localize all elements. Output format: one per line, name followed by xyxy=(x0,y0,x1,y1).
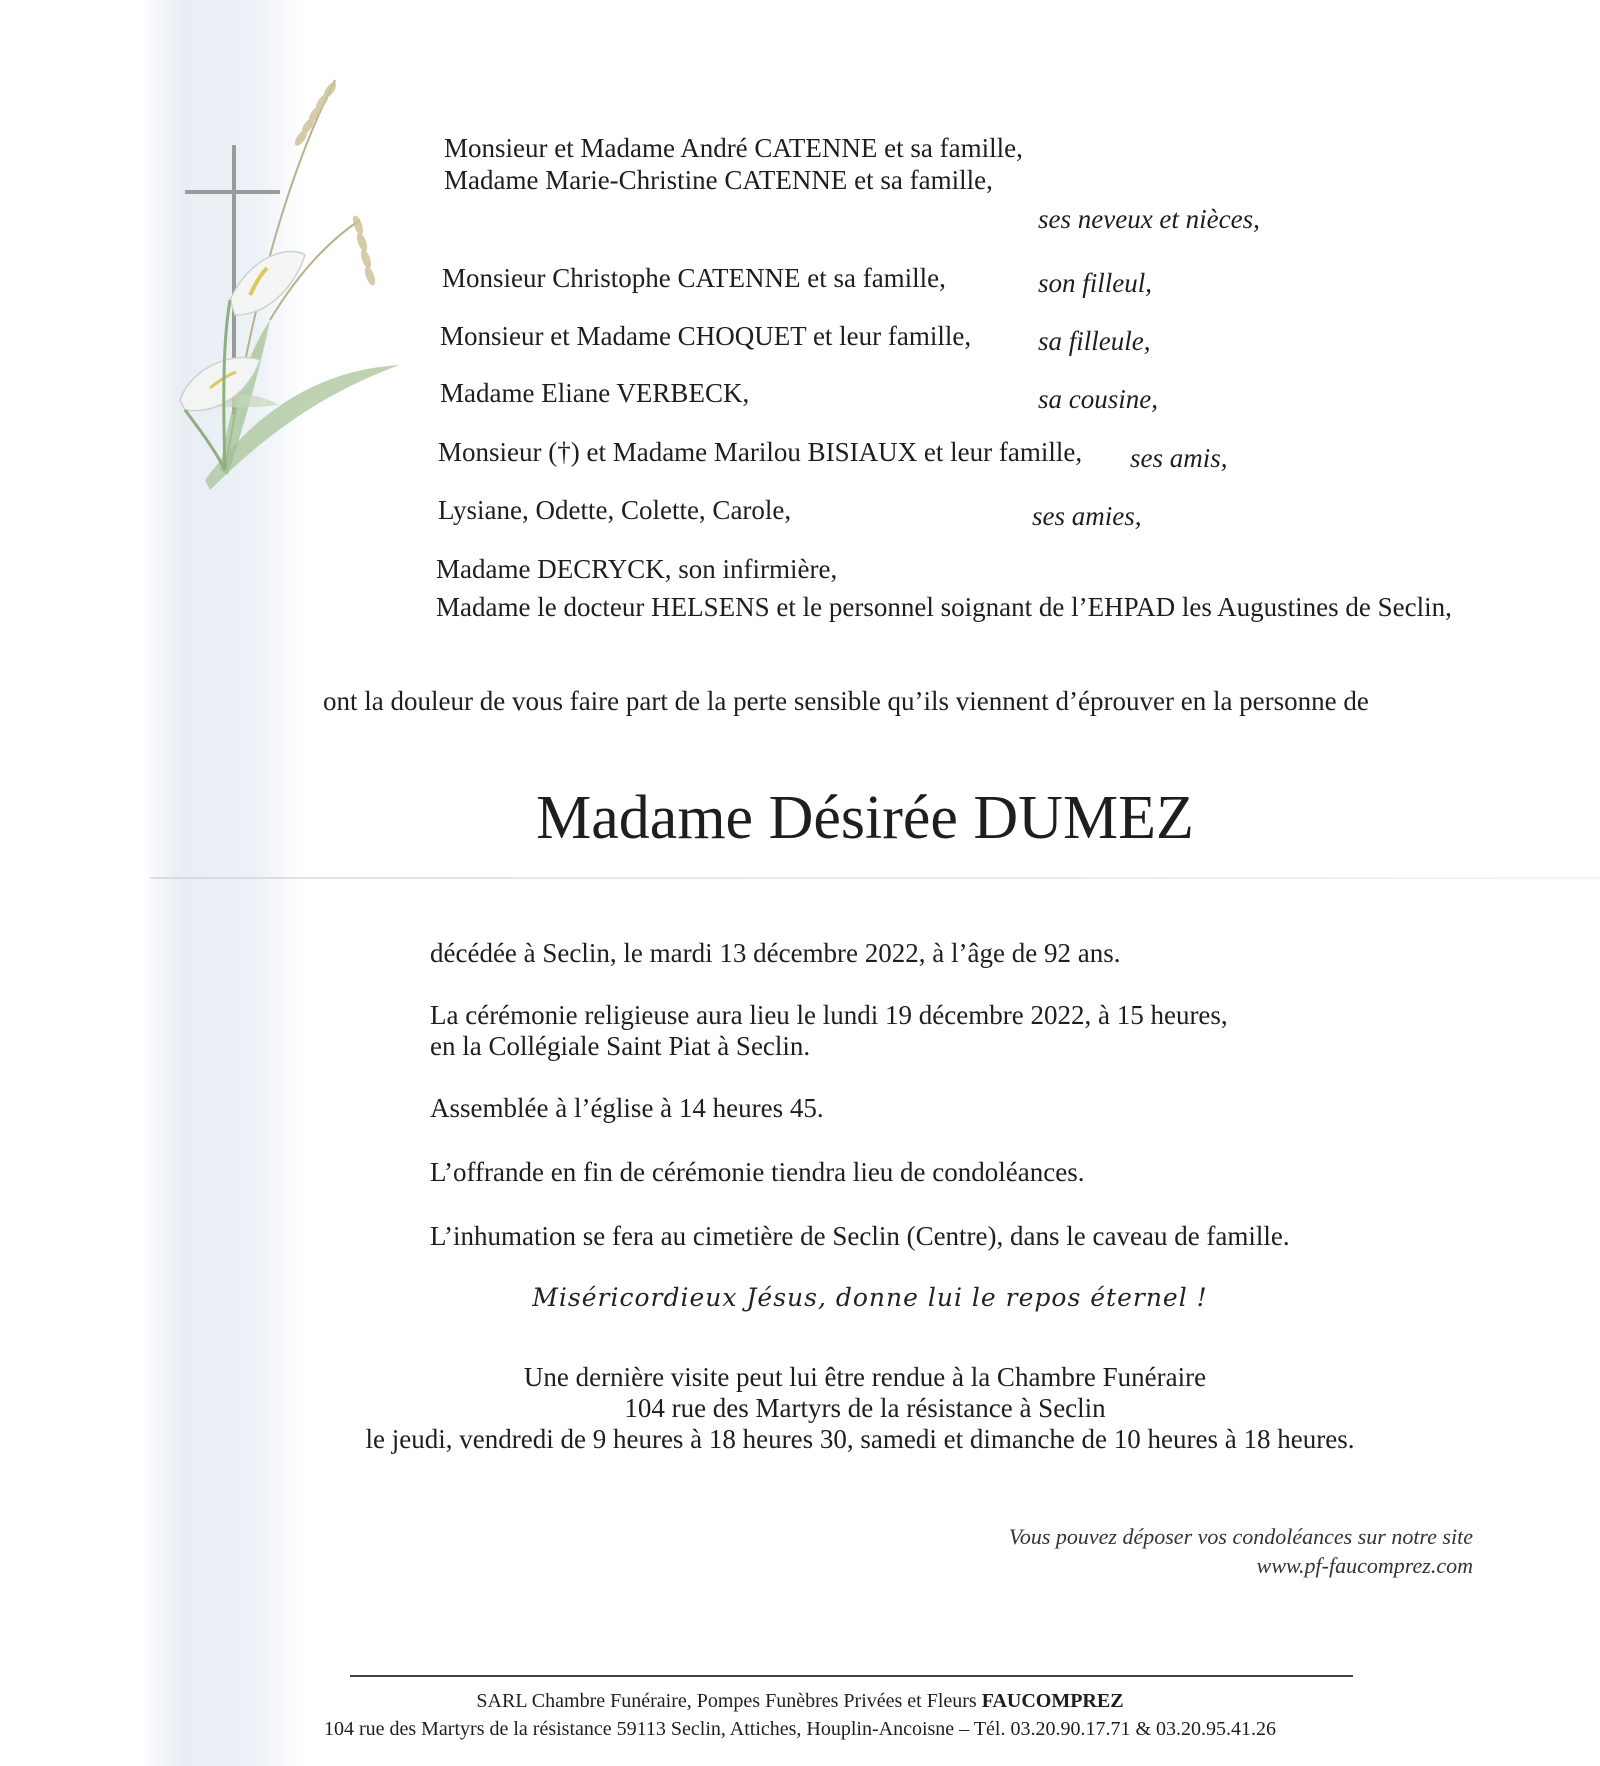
website-link[interactable]: www.pf-faucomprez.com xyxy=(1256,1553,1473,1578)
relation-label: ses amies, xyxy=(1032,501,1142,531)
prayer-text: Miséricordieux Jésus, donne lui le repos éternel ! xyxy=(532,1283,1208,1312)
footer-company-description: SARL Chambre Funéraire, Pompes Funèbres Privées et Fleurs xyxy=(476,1690,977,1712)
death-details: décédée à Seclin, le mardi 13 décembre 2022, à l’âge de 92 ans. xyxy=(430,938,1121,968)
condolences-note: Vous pouvez déposer vos condoléances sur notre site xyxy=(1008,1524,1473,1549)
ceremony-location: en la Collégiale Saint Piat à Seclin. xyxy=(430,1031,811,1061)
cross-lily-illustration xyxy=(130,70,420,540)
footer-address-line: 104 rue des Martyrs de la résistance 59113 Seclin, Attiches, Houplin-Ancoisne – Tél. 03.20.90.17.71 & 03.20.95.41.26 xyxy=(323,1718,1277,1740)
assembly-details: Assemblée à l’église à 14 heures 45. xyxy=(430,1093,824,1123)
visit-line: Une dernière visite peut lui être rendue à la Chambre Funéraire xyxy=(523,1362,1207,1392)
deceased-name: Madame Désirée DUMEZ xyxy=(536,784,1194,852)
footer-company-name: FAUCOMPREZ xyxy=(981,1690,1124,1712)
offering-details: L’offrande en fin de cérémonie tiendra lieu de condoléances. xyxy=(430,1157,1085,1187)
footer-divider xyxy=(350,1675,1353,1677)
relation-label: ses amis, xyxy=(1130,443,1228,473)
mourner-name: Madame Eliane VERBECK, xyxy=(440,378,750,408)
visit-hours: le jeudi, vendredi de 9 heures à 18 heures 30, samedi et dimanche de 10 heures à 18 heures. xyxy=(365,1424,1355,1454)
care-line: Madame le docteur HELSENS et le personnel soignant de l’EHPAD les Augustines de Seclin, xyxy=(436,592,1452,622)
announcement-text: ont la douleur de vous faire part de la perte sensible qu’ils viennent d’éprouver en la personne de xyxy=(323,686,1369,716)
mourner-name: Monsieur Christophe CATENNE et sa famille, xyxy=(442,263,946,293)
relation-label: ses neveux et nièces, xyxy=(1038,204,1260,234)
family-line: Madame Marie-Christine CATENNE et sa famille, xyxy=(444,165,993,195)
mourner-name: Monsieur (†) et Madame Marilou BISIAUX et leur famille, xyxy=(438,437,1083,467)
mourner-name: Monsieur et Madame CHOQUET et leur famille, xyxy=(440,321,972,351)
relation-label: sa cousine, xyxy=(1038,384,1158,414)
paper-fold-line xyxy=(150,877,1600,879)
family-line: Monsieur et Madame André CATENNE et sa famille, xyxy=(444,133,1023,163)
relation-label: sa filleule, xyxy=(1038,326,1151,356)
relation-label: son filleul, xyxy=(1038,268,1152,298)
ceremony-details: La cérémonie religieuse aura lieu le lundi 19 décembre 2022, à 15 heures, xyxy=(430,1000,1228,1030)
mourner-name: Lysiane, Odette, Colette, Carole, xyxy=(438,495,792,525)
visit-address: 104 rue des Martyrs de la résistance à Seclin xyxy=(624,1393,1106,1423)
burial-details: L’inhumation se fera au cimetière de Seclin (Centre), dans le caveau de famille. xyxy=(430,1221,1290,1251)
care-line: Madame DECRYCK, son infirmière, xyxy=(436,554,838,584)
footer-company-line xyxy=(0,1688,1600,1714)
